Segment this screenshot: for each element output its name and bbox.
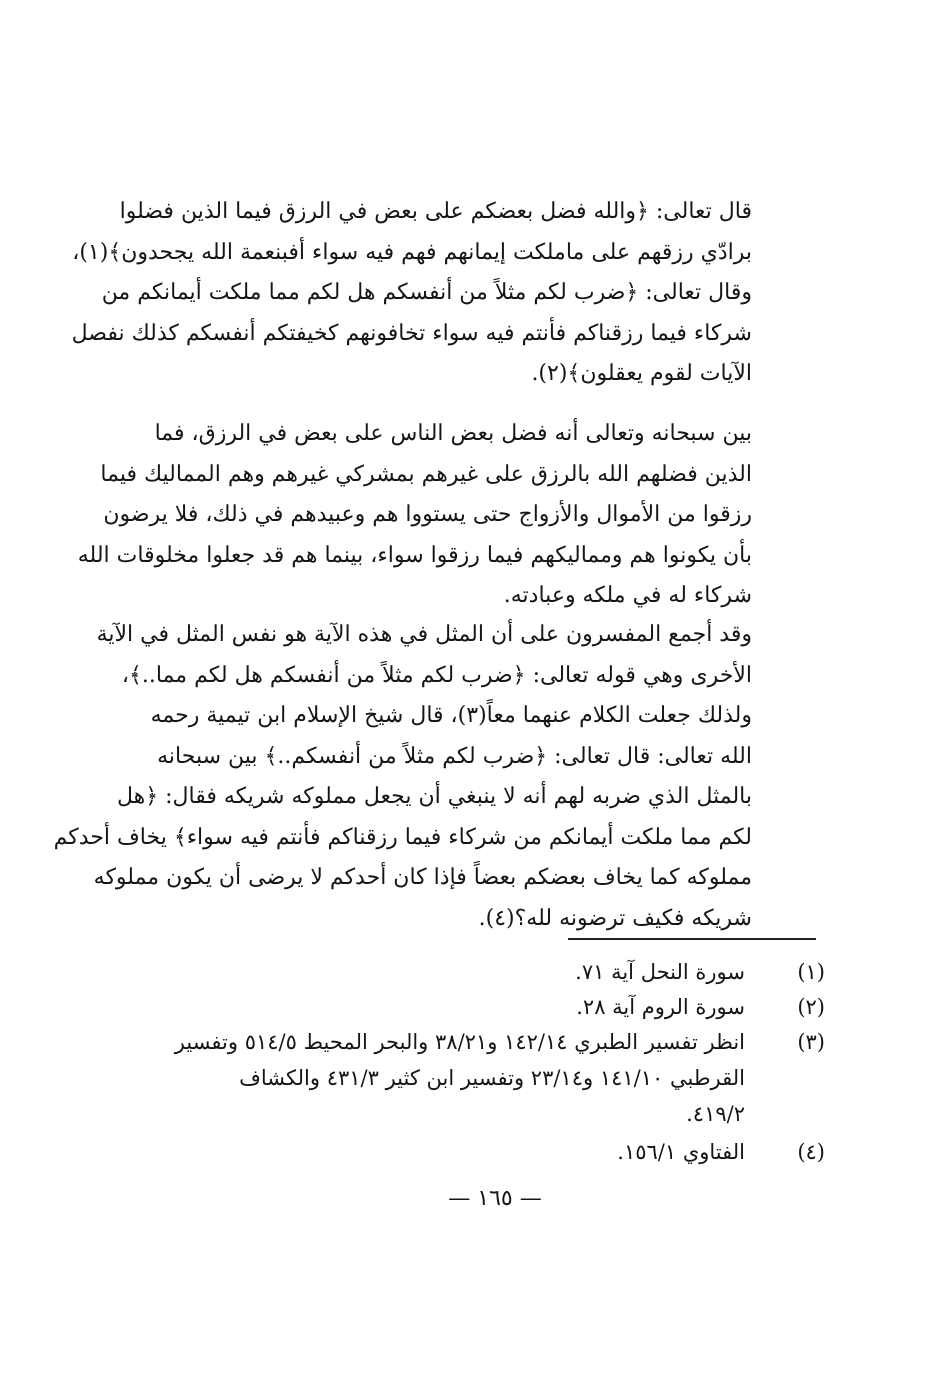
footnote-number: (١): [797, 960, 825, 984]
footnote-3: [145, 1024, 825, 1132]
text-line: بأن يكونوا هم ومماليكهم فيما رزقوا سواء، بينما هم قد جعلوا مخلوقات الله: [77, 542, 752, 568]
text-line: وقد أجمع المفسرون على أن المثل في هذه الآية هو نفس المثل في الآية: [96, 622, 752, 647]
footnote-line: القرطبي ١٤١/١٠ و٢٣/١٤ وتفسير ابن كثير ٤٣١/٣ والكشاف: [239, 1066, 745, 1090]
footnote-1: [145, 954, 825, 990]
footnote-number: (٢): [797, 995, 825, 1019]
paragraph-1: [71, 192, 752, 395]
footnote-4: [145, 1134, 825, 1170]
text-line: بالمثل الذي ضربه لهم أنه لا ينبغي أن يجعل مملوكه شريكه فقال: ﴿هل: [116, 784, 752, 809]
footnote-line: انظر تفسير الطبري ١٤٢/١٤ و٣٨/٢١ والبحر المحيط ٥١٤/٥ وتفسير: [174, 1030, 745, 1054]
text-line: لكم مما ملكت أيمانكم من شركاء فيما رزقناكم فأنتم فيه سواء﴾ يخاف أحدكم: [53, 824, 752, 850]
footnote-line: سورة الروم آية ٢٨.: [576, 995, 745, 1019]
footnote-text: [145, 954, 745, 990]
text-line: الأخرى وهي قوله تعالى: ﴿ضرب لكم مثلاً من أنفسكم هل لكم مما..﴾،: [121, 662, 752, 688]
text-line: ولذلك جعلت الكلام عنهما معاً(٣)، قال شيخ الإسلام ابن تيمية رحمه: [150, 703, 752, 728]
footnote-text: [145, 1024, 745, 1132]
footnote-separator: [568, 938, 816, 940]
footnote-number: (٤): [797, 1140, 825, 1164]
text-line: قال تعالى: ﴿والله فضل بعضكم على بعض في الرزق فيما الذين فضلوا: [119, 199, 752, 224]
page-number: — ١٦٥ —: [448, 1186, 542, 1211]
footnote-line: سورة النحل آية ٧١.: [575, 960, 745, 984]
text-line: الآيات لقوم يعقلون﴾(٢).: [531, 361, 752, 386]
text-line: شركاء له في ملكه وعبادته.: [503, 583, 752, 608]
text-line: بين سبحانه وتعالى أنه فضل بعض الناس على بعض في الرزق، فما: [154, 421, 752, 446]
text-line: شريكه فكيف ترضونه لله؟(٤).: [478, 905, 752, 931]
paragraph-2: [77, 414, 752, 617]
footnote-line: ٤١٩/٢.: [686, 1102, 745, 1126]
text-line: وقال تعالى: ﴿ضرب لكم مثلاً من أنفسكم هل لكم مما ملكت أيمانكم من: [101, 280, 752, 305]
text-line: الذين فضلهم الله بالرزق على غيرهم بمشركي غيرهم وهم المماليك فيما: [100, 461, 752, 487]
paragraph-3: [53, 615, 752, 939]
footnote-text: [145, 989, 745, 1025]
text-line: برادّي رزقهم على ماملكت إيمانهم فهم فيه سواء أفبنعمة الله يجحدون﴾(١)،: [72, 239, 752, 265]
text-line: مملوكه كما يخاف بعضكم بعضاً فإذا كان أحدكم لا يرضى أن يكون مملوكه: [93, 865, 752, 890]
footnote-text: [145, 1134, 745, 1170]
footnote-line: الفتاوي ١٥٦/١.: [617, 1140, 745, 1164]
footnote-number: (٣): [797, 1030, 825, 1054]
text-line: رزقوا من الأموال والأزواج حتى يستووا هم وعبيدهم في ذلك، فلا يرضون: [103, 502, 752, 527]
footnote-2: [145, 989, 825, 1025]
text-line: شركاء فيما رزقناكم فأنتم فيه سواء تخافونهم كخيفتكم أنفسكم كذلك نفصل: [71, 320, 752, 346]
text-line: الله تعالى: قال تعالى: ﴿ضرب لكم مثلاً من أنفسكم..﴾ بين سبحانه: [157, 743, 752, 769]
